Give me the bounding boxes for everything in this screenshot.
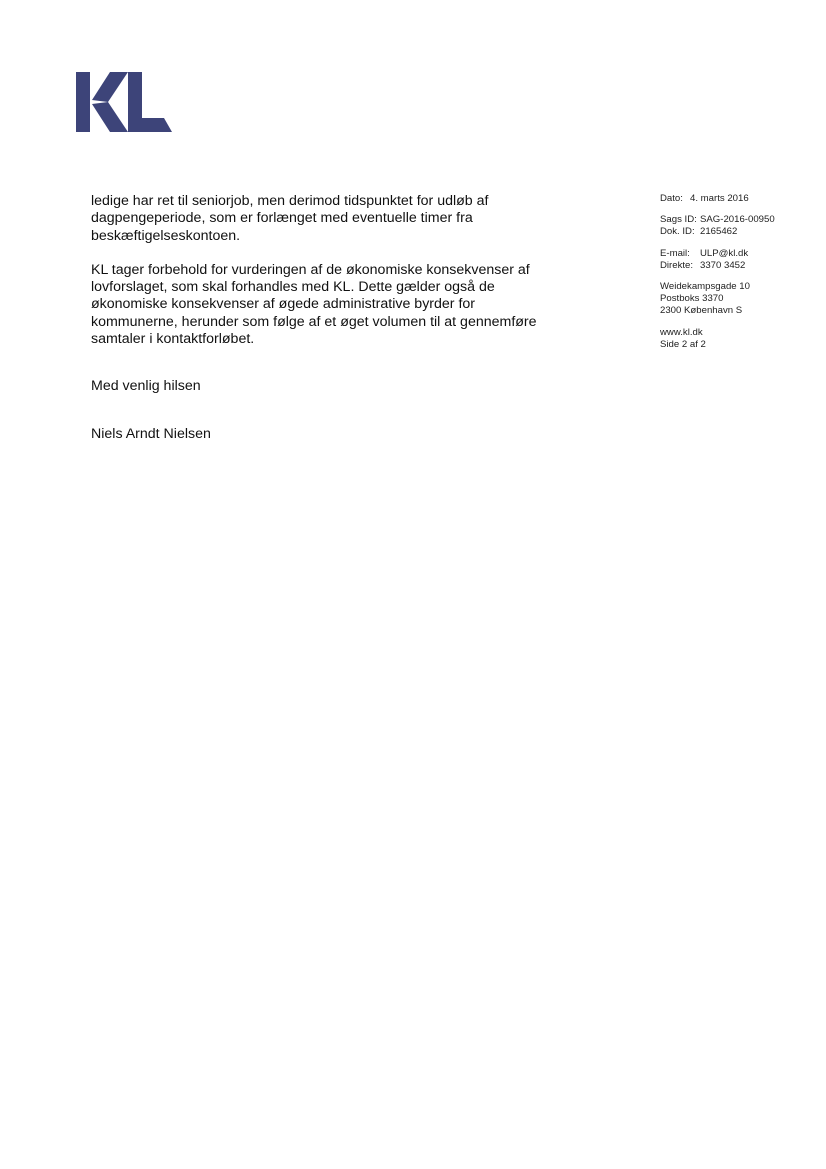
email-value[interactable]: ULP@kl.dk — [700, 247, 749, 259]
date-label: Dato: — [660, 193, 683, 204]
doc-id-value: 2165462 — [700, 226, 738, 238]
direct-phone-value: 3370 3452 — [700, 259, 746, 271]
website-link[interactable]: www.kl.dk — [660, 326, 703, 338]
letter-body — [91, 193, 551, 443]
web-group — [660, 327, 810, 351]
date-row — [660, 193, 810, 205]
letter-signature: Niels Arndt Nielsen — [91, 425, 211, 442]
email-row — [660, 248, 810, 260]
address-line-2: Postboks 3370 — [660, 293, 724, 305]
kl-logo-icon — [76, 72, 172, 132]
letter-paragraph-1: ledige har ret til seniorjob, men derimod tidspunktet for udløb af dagpengeperiode, som er forlænget med eventuelle timer fra beskæftigelseskontoen. — [91, 193, 489, 244]
doc-id-label: Dok. ID: — [660, 226, 695, 238]
case-id-label: Sags ID: — [660, 214, 697, 226]
email-label: E-mail: — [660, 247, 690, 259]
date-group — [660, 193, 810, 205]
case-id-row — [660, 214, 810, 226]
id-group — [660, 214, 810, 238]
letter-paragraph-2: KL tager forbehold for vurderingen af de økonomiske konsekvenser af lovforslaget, som skal forhandles med KL. Dette gælder også de økonomiske konsekvenser af øgede administrative byrder for kommunerne, herunder som følge af et øget volumen til at gennemføre samtaler i kontaktforløbet. — [91, 261, 537, 348]
direct-phone-row — [660, 260, 810, 272]
address-line-1: Weidekampsgade 10 — [660, 281, 750, 293]
letter-greeting: Med venlig hilsen — [91, 378, 201, 395]
case-id-value: SAG-2016-00950 — [700, 214, 775, 226]
direct-phone-label: Direkte: — [660, 259, 694, 271]
address-line-3: 2300 København S — [660, 305, 743, 317]
doc-id-row — [660, 226, 810, 238]
page-number: Side 2 af 2 — [660, 338, 706, 350]
contact-group — [660, 248, 810, 272]
kl-logo — [76, 72, 172, 132]
address-group — [660, 281, 810, 318]
date-value: 4. marts 2016 — [690, 193, 749, 204]
letter-sidebar — [660, 193, 810, 360]
